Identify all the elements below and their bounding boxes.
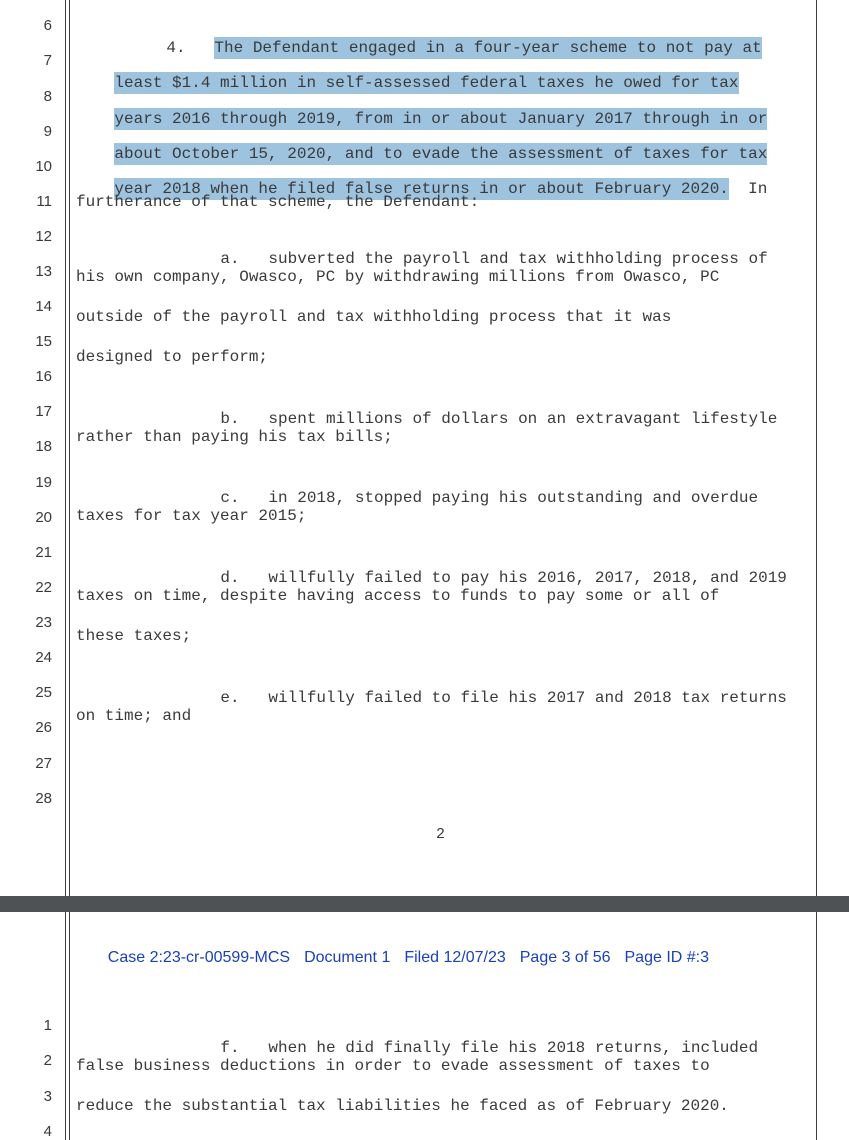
list-item-line: these taxes; bbox=[76, 627, 192, 645]
list-item-line: false business deductions in order to evade assessment of taxes to bbox=[76, 1057, 710, 1075]
item-letter: a. bbox=[220, 250, 240, 268]
highlighted-text: year 2018 when he filed false returns in or about February 2020. bbox=[114, 180, 729, 198]
line-number: 18 bbox=[35, 438, 52, 455]
document-number: Document 1 bbox=[304, 949, 391, 966]
filed-date: Filed 12/07/23 bbox=[404, 949, 506, 966]
line-number: 14 bbox=[35, 298, 52, 315]
line-number: 9 bbox=[43, 123, 52, 140]
line-number: 12 bbox=[35, 228, 52, 245]
item-text: willfully failed to file his 2017 and 2018 tax returns bbox=[268, 689, 787, 707]
left-margin-rule-outer bbox=[65, 912, 66, 1140]
line-number: 21 bbox=[35, 544, 52, 561]
line-number: 19 bbox=[35, 474, 52, 491]
right-margin-rule bbox=[816, 0, 817, 896]
item-text: subverted the payroll and tax withholding process of bbox=[268, 250, 768, 268]
list-item-line: reduce the substantial tax liabilities he faced as of February 2020. bbox=[76, 1097, 729, 1115]
line-number: 22 bbox=[35, 579, 52, 596]
page-separator bbox=[0, 896, 849, 912]
list-item-line: rather than paying his tax bills; bbox=[76, 428, 393, 446]
case-number: Case 2:23-cr-00599-MCS bbox=[107, 949, 291, 966]
line-number: 15 bbox=[35, 333, 52, 350]
item-letter: f. bbox=[220, 1039, 240, 1057]
left-margin-rule-outer bbox=[65, 0, 66, 896]
line-number: 24 bbox=[35, 649, 52, 666]
list-item-line: his own company, Owasco, PC by withdrawing millions from Owasco, PC bbox=[76, 268, 720, 286]
line-number: 16 bbox=[35, 368, 52, 385]
highlighted-text: The Defendant engaged in a four-year scheme to not pay at bbox=[214, 39, 762, 57]
list-item-line: taxes for tax year 2015; bbox=[76, 507, 307, 525]
item-text: when he did finally file his 2018 returns, included bbox=[268, 1039, 759, 1057]
list-item-line: designed to perform; bbox=[76, 348, 269, 366]
document-page-3 bbox=[0, 912, 849, 1140]
item-letter: b. bbox=[220, 410, 240, 428]
line-number: 13 bbox=[35, 263, 52, 280]
line-number: 8 bbox=[43, 88, 52, 105]
line-number: 11 bbox=[36, 193, 52, 210]
highlighted-text: about October 15, 2020, and to evade the assessment of taxes for tax bbox=[114, 145, 768, 163]
list-item-line: outside of the payroll and tax withholding process that it was bbox=[76, 308, 672, 326]
line-number: 6 bbox=[43, 17, 52, 34]
paragraph-tail: In bbox=[748, 180, 768, 198]
line-number: 25 bbox=[35, 684, 52, 701]
list-item-line: taxes on time, despite having access to funds to pay some or all of bbox=[76, 587, 720, 605]
highlighted-text: least $1.4 million in self-assessed federal taxes he owed for tax bbox=[114, 74, 739, 92]
left-margin-rule-inner bbox=[69, 912, 70, 1140]
item-letter: d. bbox=[220, 569, 240, 587]
line-number: 3 bbox=[43, 1088, 52, 1105]
list-item-line: on time; and bbox=[76, 707, 192, 725]
item-text: spent millions of dollars on an extravagant lifestyle bbox=[268, 410, 778, 428]
line-number: 20 bbox=[35, 509, 52, 526]
line-number: 2 bbox=[43, 1052, 52, 1069]
line-number: 1 bbox=[43, 1017, 52, 1034]
line-number: 7 bbox=[43, 52, 52, 69]
line-number: 28 bbox=[35, 790, 52, 807]
line-number: 10 bbox=[35, 158, 52, 175]
item-text: in 2018, stopped paying his outstanding and overdue bbox=[268, 489, 759, 507]
line-number: 4 bbox=[43, 1123, 52, 1140]
line-number: 17 bbox=[35, 403, 52, 420]
right-margin-rule bbox=[816, 912, 817, 1140]
page-id: Page ID #:3 bbox=[624, 949, 709, 966]
item-text: willfully failed to pay his 2016, 2017, 2018, and 2019 bbox=[268, 569, 787, 587]
paragraph-number: 4. bbox=[166, 39, 186, 57]
page-number: 2 bbox=[436, 826, 446, 843]
line-number: 23 bbox=[35, 614, 52, 631]
list-item-e bbox=[182, 665, 787, 731]
court-filing-header bbox=[90, 928, 723, 988]
item-letter: e. bbox=[220, 689, 240, 707]
line-number: 27 bbox=[35, 755, 52, 772]
item-letter: c. bbox=[220, 489, 240, 507]
page-count: Page 3 of 56 bbox=[519, 949, 611, 966]
highlighted-text: years 2016 through 2019, from in or about January 2017 through in or bbox=[114, 110, 768, 128]
left-margin-rule-inner bbox=[69, 0, 70, 896]
paragraph-4-line: furtherance of that scheme, the Defendant: bbox=[76, 193, 480, 211]
line-number: 26 bbox=[35, 719, 52, 736]
